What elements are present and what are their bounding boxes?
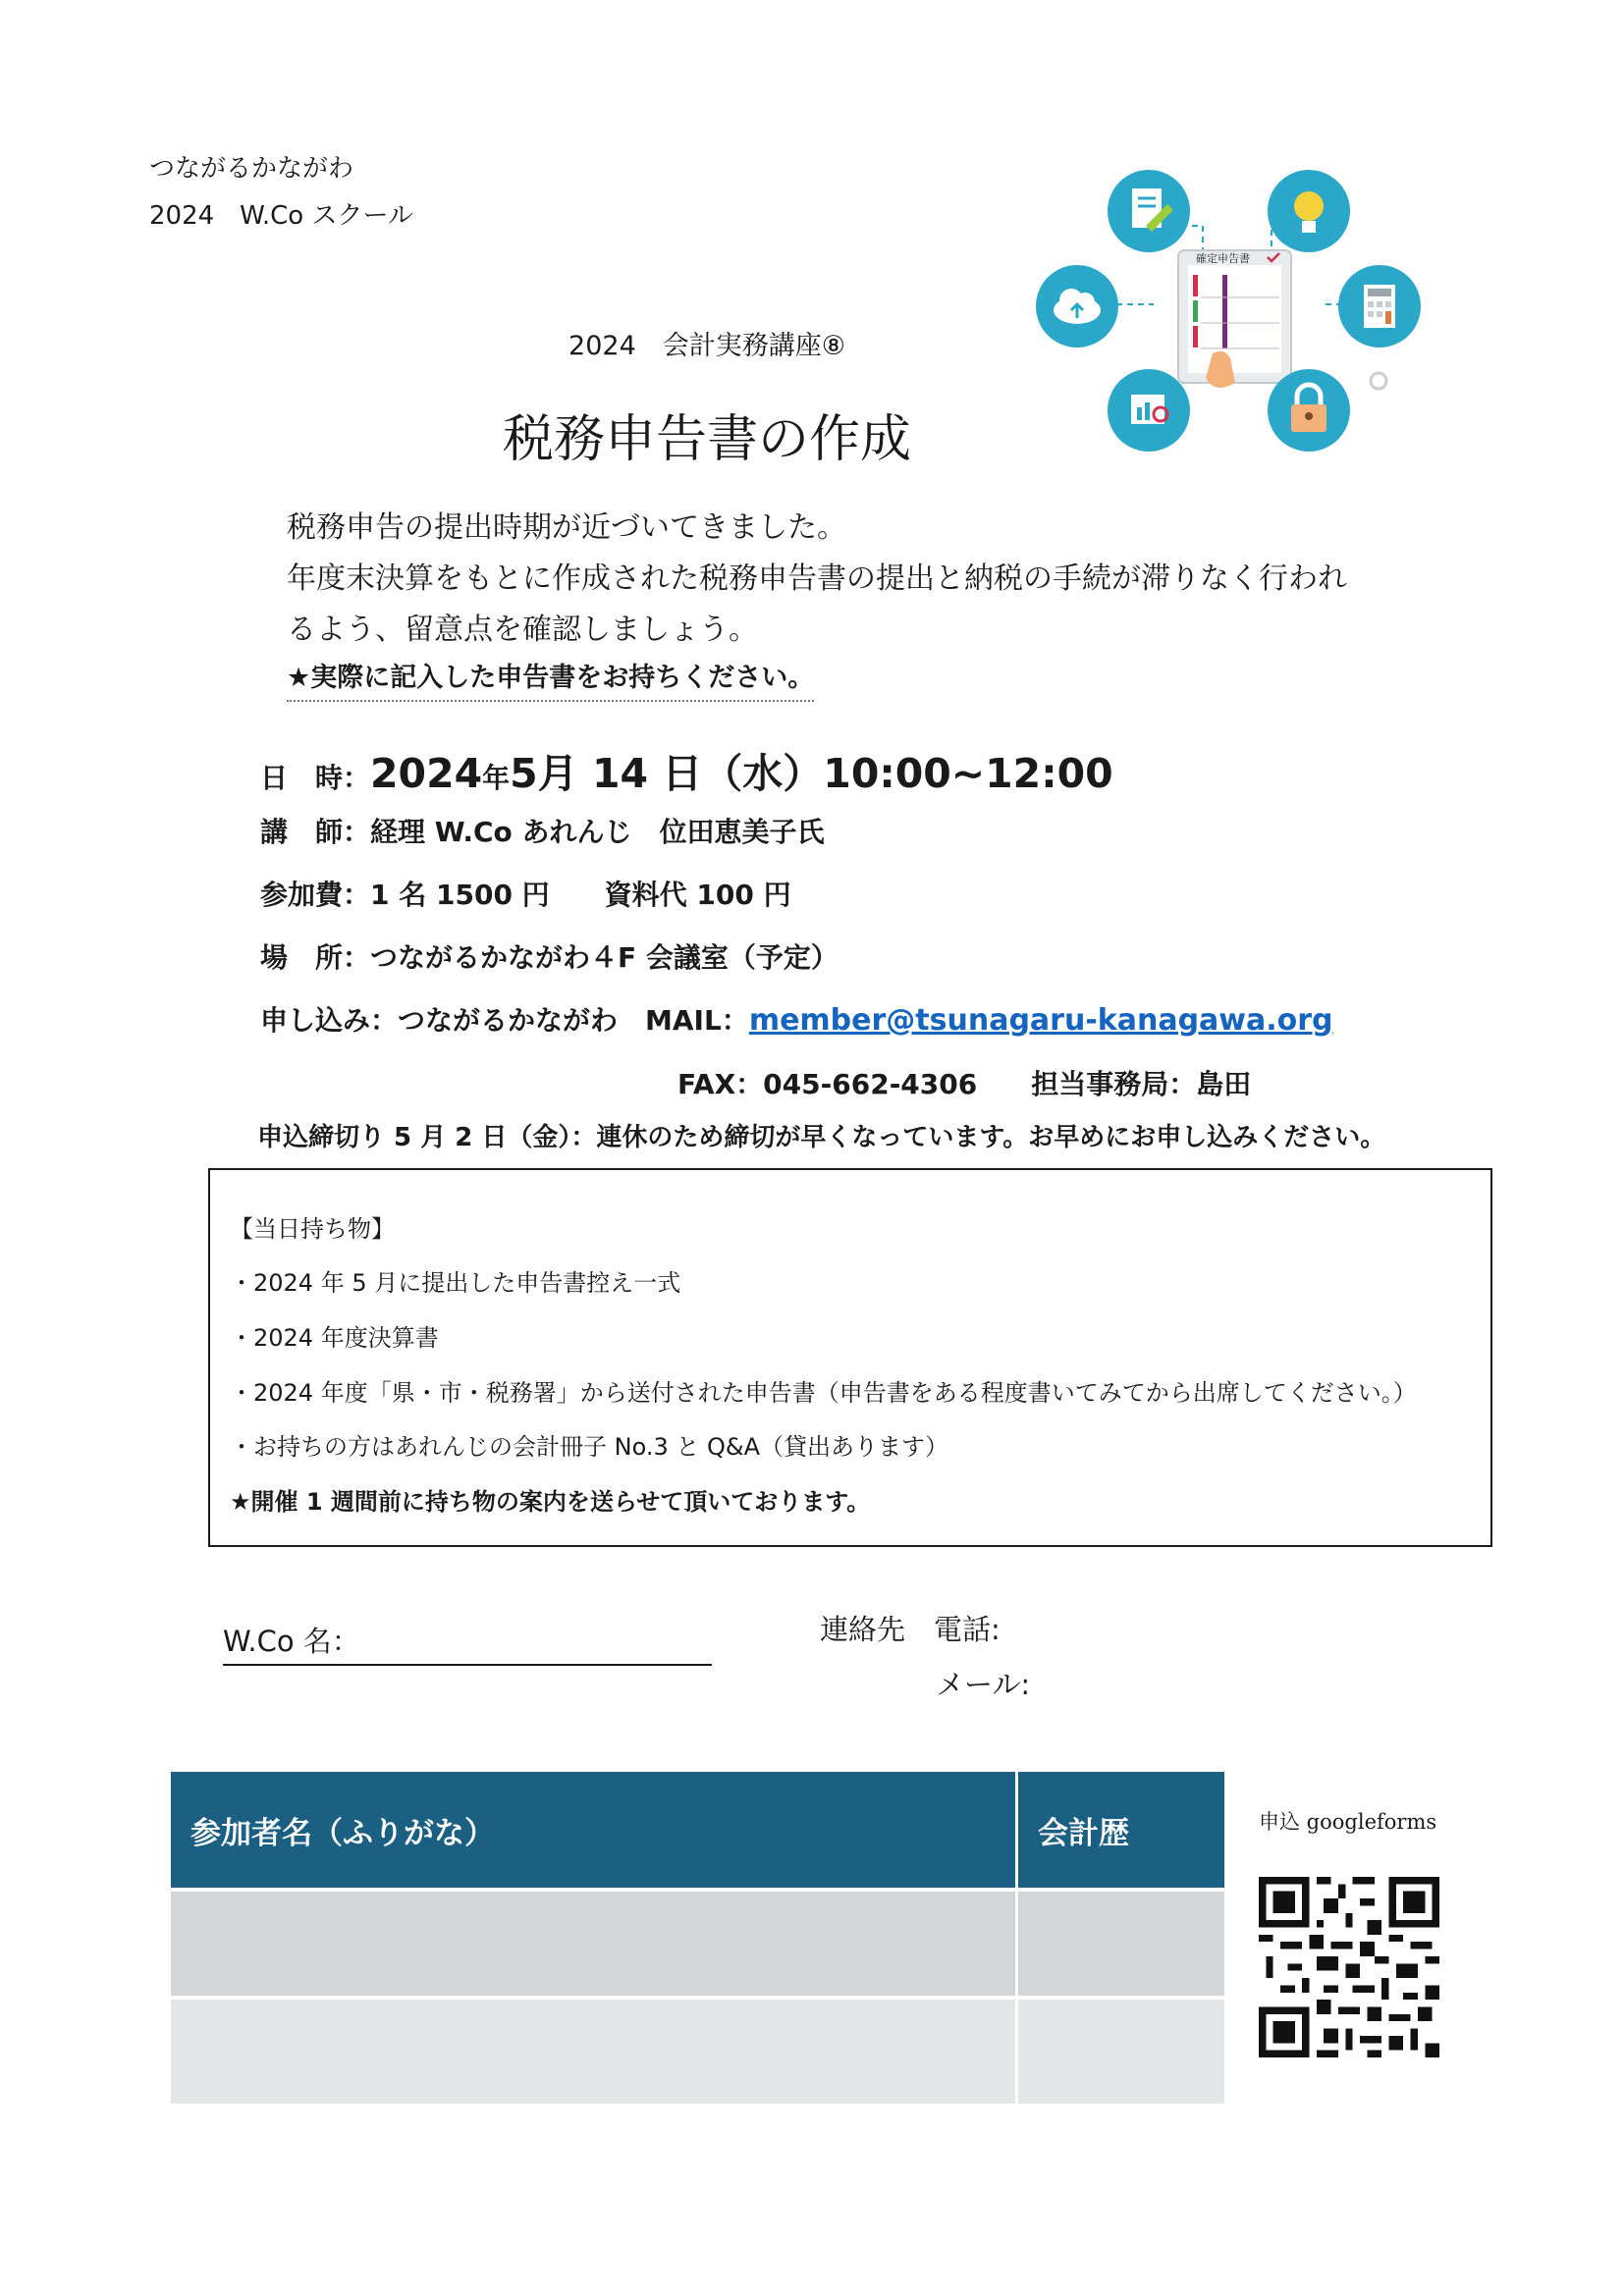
fee-label: 参加費： (260, 879, 371, 911)
tax-form-icon (1178, 250, 1291, 388)
fee-row (260, 874, 791, 913)
datetime-row (260, 741, 1113, 799)
participant-name-header: 参加者名（ふりがな） (171, 1772, 1017, 1890)
table-row (171, 1890, 1224, 1998)
fee-value: 1 名 1500 円 資料代 100 円 (370, 879, 791, 911)
fax-value: FAX：045-662-4306 (677, 1068, 978, 1100)
datetime-label: 日 時： (260, 762, 371, 794)
school-name: 2024 W.Co スクール (149, 201, 413, 231)
email-link[interactable]: member@tsunagaru-kanagawa.org (748, 1003, 1333, 1038)
venue-row (260, 936, 839, 976)
venue-value: つながるかながわ４F 会議室（予定） (370, 941, 839, 974)
intro-line: るよう、留意点を確認しましょう。 (287, 613, 758, 647)
apply-label: 申し込み： (260, 1004, 399, 1037)
items-heading: 【当日持ち物】 (230, 1215, 395, 1243)
lecturer-row (260, 811, 825, 850)
intro-text (287, 503, 1347, 656)
lecturer-value: 経理 W.Co あれんじ 位田恵美子氏 (370, 816, 825, 848)
accounting-history-cell[interactable] (1017, 1890, 1225, 1998)
tax-illustration (1036, 157, 1438, 461)
list-item: ・2024 年 5 月に提出した申告書控え一式 (230, 1269, 681, 1297)
datetime-year: 2024 (370, 750, 483, 797)
deadline-text: 申込締切り 5 月 2 日（金）：連休のため締切が早くなっています。お早めにお申し込みください。 (257, 1123, 1386, 1152)
datetime-year-unit: 年 (482, 762, 511, 794)
apply-org: つながるかながわ MAIL： (398, 1004, 749, 1037)
chart-search-icon (1108, 369, 1190, 452)
participant-name-cell[interactable] (171, 1998, 1017, 2104)
items-note: ★開催 1 週間前に持ち物の案内を送らせて頂いております。 (230, 1488, 871, 1516)
contact-mail-label: メール: (936, 1668, 1031, 1701)
list-item: ・2024 年度「県・市・税務署」から送付された申告書（申告書をある程度書いてみてから出席してください。） (230, 1379, 1417, 1407)
lecturer-label: 講 師： (260, 816, 371, 848)
datetime-value: 5月 14 日（水）10:00~12:00 (510, 750, 1113, 797)
bring-notice: ★実際に記入した申告書をお持ちください。 (287, 656, 814, 702)
apply-row (260, 999, 1333, 1039)
calculator-icon (1338, 265, 1421, 347)
qr-label: 申込 googleforms (1259, 1810, 1437, 1834)
list-item: ・お持ちの方はあれんじの会計冊子 No.3 と Q&A（貸出あります） (230, 1433, 949, 1461)
lock-icon (1268, 369, 1350, 452)
intro-line: 年度末決算をもとに作成された税務申告書の提出と納税の手続が滞りなく行われ (287, 561, 1347, 596)
contact-phone-label: 連絡先 電話: (820, 1613, 1001, 1646)
table-row (171, 1998, 1224, 2104)
venue-label: 場 所： (260, 941, 371, 974)
registration-table (171, 1772, 1224, 2104)
document-icon (1108, 170, 1190, 252)
wco-name-field[interactable] (223, 1664, 712, 1666)
cloud-upload-icon (1036, 265, 1118, 347)
page-title: 税務申告書の作成 (502, 410, 911, 469)
accounting-history-cell[interactable] (1017, 1998, 1225, 2104)
intro-line: 税務申告の提出時期が近づいてきました。 (287, 510, 846, 545)
form-label: 確定申告書 (1196, 252, 1250, 265)
lightbulb-icon (1268, 170, 1350, 252)
items-box (208, 1168, 1492, 1547)
fax-row (677, 1063, 1251, 1102)
participant-name-cell[interactable] (171, 1890, 1017, 1998)
wco-name-label: W.Co 名： (223, 1625, 360, 1658)
accounting-history-header: 会計歴 (1017, 1772, 1225, 1890)
list-item: ・2024 年度決算書 (230, 1324, 439, 1352)
org-name: つながるかながわ (149, 154, 354, 184)
course-subtitle: 2024 会計実務講座⑧ (568, 331, 845, 361)
qr-code[interactable] (1259, 1877, 1439, 2057)
office-value: 担当事務局：島田 (1031, 1068, 1252, 1100)
